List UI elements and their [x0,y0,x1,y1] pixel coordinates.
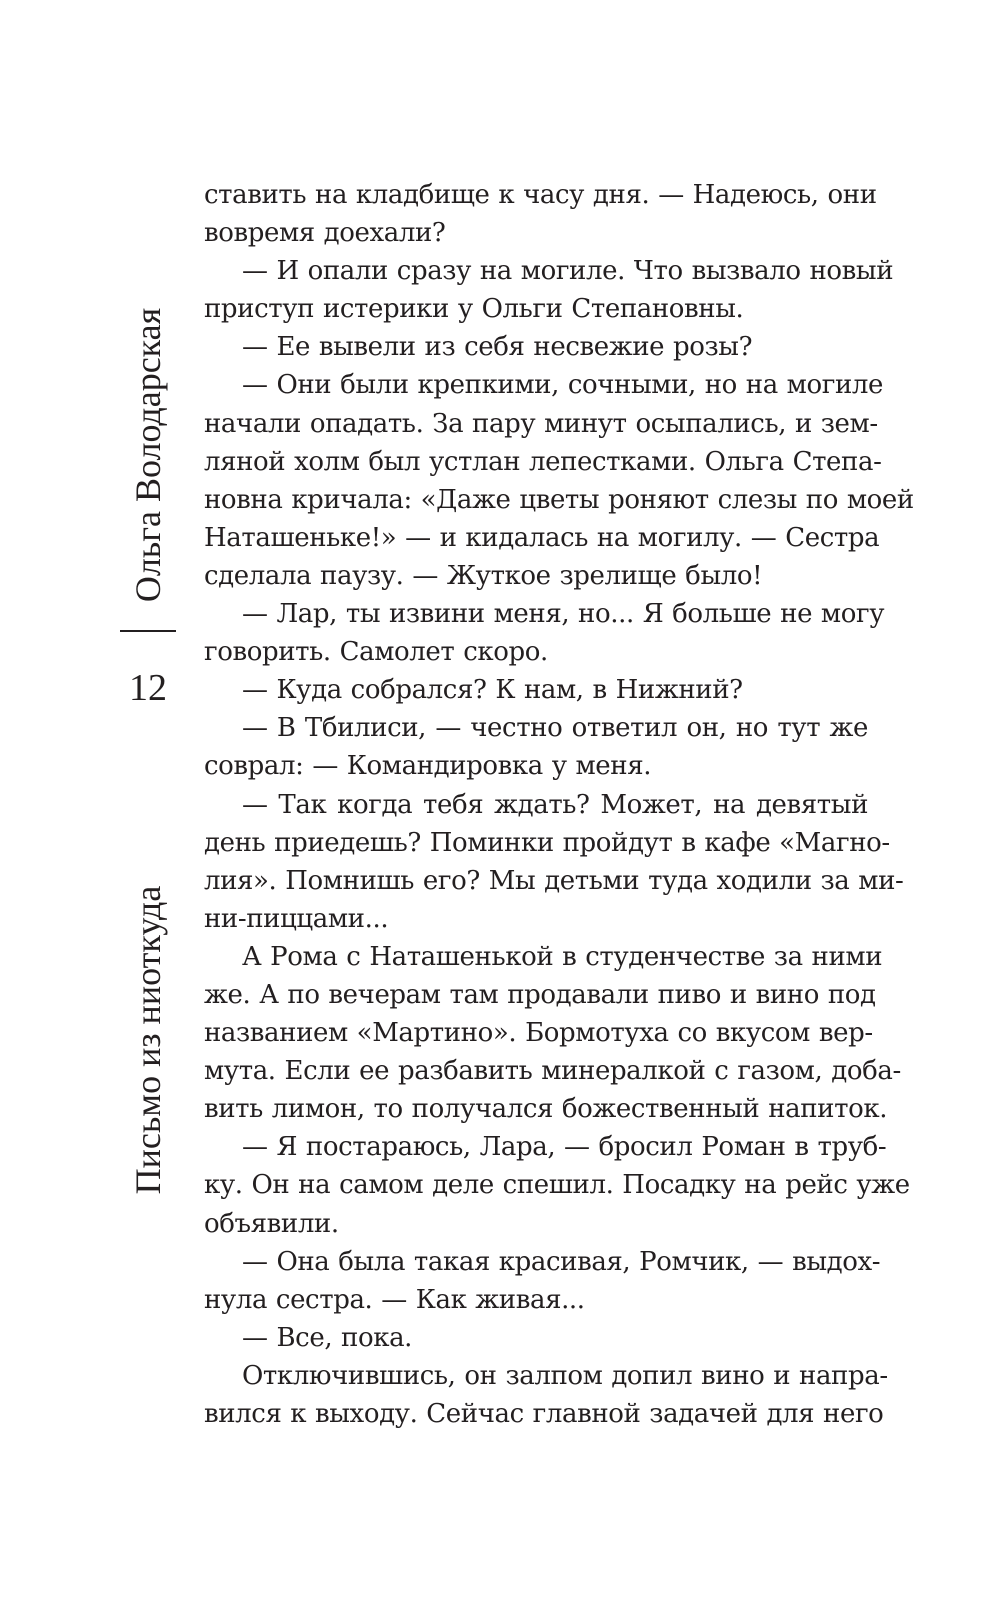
text-line: Наташеньке!» — и кидалась на могилу. — Сестра [204,522,880,553]
text-line: — В Тбилиси, — честно ответил он, но тут же [242,713,868,744]
running-head [108,300,188,1380]
text-line: названием «Мартино». Бормотуха со вкусом вер- [204,1018,873,1049]
text-line: соврал: — Командировка у меня. [204,751,652,782]
text-line: — Все, пока. [242,1322,413,1353]
body-text [204,176,914,1433]
text-line: — Она была такая красивая, Ромчик, — выдох- [242,1246,881,1277]
text-line: нула сестра. — Как живая... [204,1284,585,1315]
text-line: ставить на кладбище к часу дня. — Надеюсь, они [204,180,877,210]
text-line: — Я постараюсь, Лара, — бросил Роман в труб- [242,1132,887,1163]
text-line: говорить. Самолет скоро. [204,637,548,668]
text-line: — И опали сразу на могиле. Что вызвало новый [242,256,894,287]
text-line: ни-пиццами... [204,903,389,934]
text-line: Отключившись, он залпом допил вино и напра- [242,1360,888,1391]
text-line: вился к выходу. Сейчас главной задачей для него [204,1399,884,1429]
text-line: мута. Если ее разбавить минералкой с газом, доба- [204,1056,901,1087]
text-line: объявили. [204,1208,339,1239]
text-line: день приедешь? Поминки пройдут в кафе «Магно- [204,827,890,858]
text-line: вить лимон, то получался божественный напиток. [204,1094,888,1125]
text-line: А Рома с Наташенькой в студенчестве за ними [242,941,883,972]
text-line: сделала паузу. — Жуткое зрелище было! [204,560,763,591]
text-line: приступ истерики у Ольги Степановны. [204,294,744,325]
text-line: ку. Он на самом деле спешил. Посадку на рейс уже [204,1170,910,1201]
text-line: — Лар, ты извини меня, но... Я больше не могу [242,599,885,630]
text-line: — Так когда тебя ждать? Может, на девятый [242,789,868,820]
text-line: — Куда собрался? К нам, в Нижний? [242,675,743,706]
running-head-divider [120,630,176,632]
text-line: лия». Помнишь его? Мы детьми туда ходили за ми- [204,865,904,896]
text-line: — Они были крепкими, сочными, но на могиле [242,370,884,401]
text-line: вовремя доехали? [204,218,446,249]
text-line: же. А по вечерам там продавали пиво и вино под [204,979,876,1010]
book-title-text: Письмо из ниоткуда [128,885,168,1195]
text-line: ляной холм был устлан лепестками. Ольга Степа- [204,446,882,477]
text-line: — Ее вывели из себя несвежие розы? [242,332,753,363]
author-name-text: Ольга Володарская [128,307,168,603]
text-line: новна кричала: «Даже цветы роняют слезы по моей [204,484,914,515]
book-title [108,730,188,1350]
text-line: начали опадать. За пару минут осыпались, и зем- [204,408,878,439]
page-number: 12 [129,667,167,709]
author-name [108,307,188,603]
